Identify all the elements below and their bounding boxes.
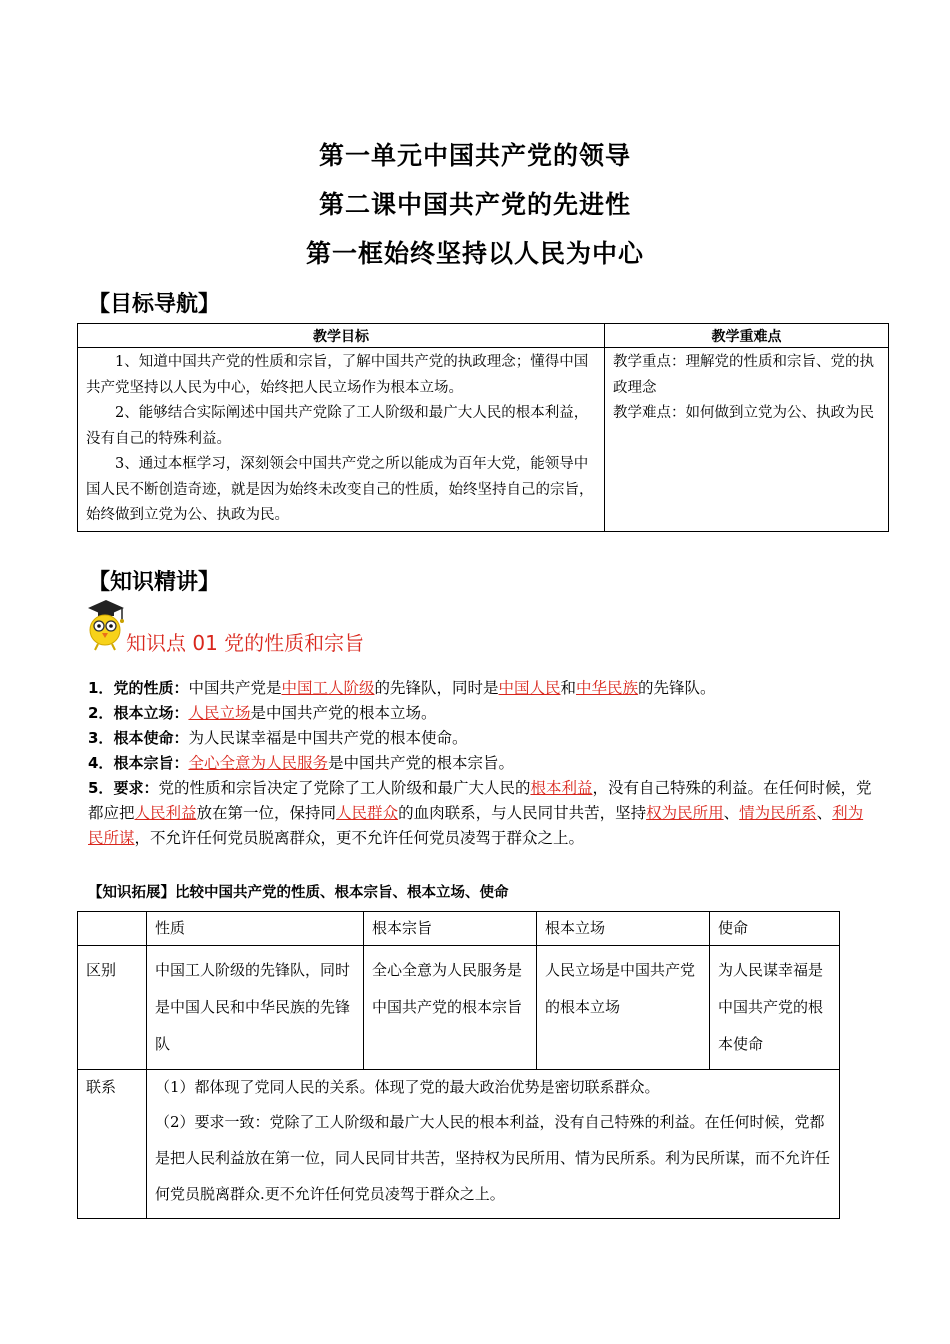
- kp-keyword: 权为民所用: [646, 804, 724, 822]
- kp-keyword: 中国人民: [498, 679, 561, 697]
- connection-2: （2）要求一致：党除了工人阶级和最广大人民的根本利益，没有自己特殊的利益。在任何时候，党都是把人民利益放在第一位，同人民同甘共苦，坚持权为民所用、情为民所系。利为民所谋，而不允许任何党员脱离群众.更不允许任何党员凌驾于群众之上。: [155, 1113, 831, 1203]
- col-header-nature: 性质: [147, 912, 364, 946]
- kp-keyword: 利为民所谋: [88, 804, 864, 847]
- kp-item-label: 根本立场：: [113, 704, 189, 722]
- goal-1: 1、知道中国共产党的性质和宗旨，了解中国共产党的执政理念；懂得中国共产党坚持以人民为中心，始终把人民立场作为根本立场。: [86, 354, 589, 396]
- kp-keyword: 全心全意为人民服务: [188, 754, 328, 772]
- col-header-mission: 使命: [710, 912, 840, 946]
- kp-text: 党的性质和宗旨决定了党除了工人阶级和最广大人民的: [158, 779, 531, 797]
- goal-3: 3、通过本框学习，深刻领会中国共产党之所以能成为百年大党，能领导中国人民不断创造奇迹，就是因为始终未改变自己的性质，始终坚持自己的宗旨，始终做到立党为公、执政为民。: [86, 456, 594, 523]
- kp-text: ，不允许任何党员脱离群众，更不允许任何党员凌驾于群众之上。: [134, 829, 585, 847]
- extension-title: 【知识拓展】比较中国共产党的性质、根本宗旨、根本立场、使命: [88, 885, 509, 901]
- col-header-stance: 根本立场: [537, 912, 710, 946]
- kp-item-label: 根本使命：: [113, 729, 189, 747]
- connection-1: （1）都体现了党同人民的关系。体现了党的最大政治优势是密切联系群众。: [155, 1078, 660, 1096]
- comparison-table: [77, 911, 840, 1219]
- kp-item-label: 党的性质：: [113, 679, 189, 697]
- lesson-title: 第二课中国共产党的先进性: [318, 190, 631, 219]
- connection-cell: [147, 1070, 840, 1219]
- kp-item-1: [88, 676, 873, 701]
- kp-text: 、: [816, 804, 833, 822]
- kp-keyword: 中华民族: [576, 679, 639, 697]
- goals-header: 教学目标: [78, 324, 605, 348]
- diff-cell-stance: 人民立场是中国共产党的根本立场: [537, 946, 710, 1070]
- section-goals-heading: 【目标导航】: [88, 292, 221, 317]
- knowledge-point-title: 知识点 01 党的性质和宗旨: [126, 631, 365, 655]
- key-points-cell: [605, 348, 889, 532]
- kp-item-3: [88, 726, 873, 751]
- difficult-point: 教学难点：如何做到立党为公、执政为民: [613, 405, 874, 421]
- kp-text: 是中国共产党的根本立场。: [250, 704, 437, 722]
- kp-text: 的血肉联系，与人民同甘共苦，坚持: [398, 804, 647, 822]
- key-point: 教学重点：理解党的性质和宗旨、党的执政理念: [613, 354, 874, 396]
- kp-text: 的先锋队。: [638, 679, 716, 697]
- kp-keyword: 中国工人阶级: [281, 679, 375, 697]
- row-label-connection: 联系: [78, 1070, 147, 1219]
- kp-item-label: 根本宗旨：: [113, 754, 189, 772]
- kp-keyword: 人民群众: [336, 804, 399, 822]
- kp-text: 中国共产党是: [188, 679, 282, 697]
- graduate-chick-icon: [84, 598, 126, 652]
- goals-table: [77, 323, 889, 532]
- kp-item-5: [88, 776, 873, 851]
- kp-item-num: 4．: [88, 754, 114, 772]
- kp-item-num: 3．: [88, 729, 114, 747]
- frame-title: 第一框始终坚持以人民为中心: [305, 239, 644, 268]
- kp-keyword: 人民立场: [188, 704, 251, 722]
- kp-text: 、: [723, 804, 740, 822]
- col-header-purpose: 根本宗旨: [364, 912, 537, 946]
- row-label-difference: 区别: [78, 946, 147, 1070]
- kp-keyword: 根本利益: [530, 779, 593, 797]
- kp-item-num: 1．: [88, 679, 114, 697]
- kp-item-num: 2．: [88, 704, 114, 722]
- key-points-header: 教学重难点: [605, 324, 889, 348]
- diff-cell-mission: 为人民谋幸福是中国共产党的根本使命: [710, 946, 840, 1070]
- unit-title: 第一单元中国共产党的领导: [318, 141, 631, 170]
- col-header-blank: [78, 912, 147, 946]
- kp-item-2: [88, 701, 873, 726]
- kp-text: 的先锋队，同时是: [374, 679, 499, 697]
- section-knowledge-heading: 【知识精讲】: [88, 570, 221, 595]
- kp-keyword: 情为民所系: [739, 804, 817, 822]
- diff-cell-purpose: 全心全意为人民服务是中国共产党的根本宗旨: [364, 946, 537, 1070]
- kp-text: 为人民谋幸福是中国共产党的根本使命。: [188, 729, 468, 747]
- goal-2: 2、能够结合实际阐述中国共产党除了工人阶级和最广大人民的根本利益，没有自己的特殊利益。: [86, 405, 589, 447]
- kp-item-4: [88, 751, 873, 776]
- kp-item-label: 要求：: [113, 779, 159, 797]
- goals-cell: [78, 348, 605, 532]
- kp-text: 和: [560, 679, 577, 697]
- kp-text: 是中国共产党的根本宗旨。: [327, 754, 514, 772]
- diff-cell-nature: 中国工人阶级的先锋队，同时是中国人民和中华民族的先锋队: [147, 946, 364, 1070]
- kp-keyword: 人民利益: [134, 804, 197, 822]
- kp-item-num: 5．: [88, 779, 114, 797]
- kp-text: 放在第一位，保持同: [196, 804, 337, 822]
- kp-text: ，没有自己特殊的利益。在任何时候，党都应把: [88, 779, 872, 822]
